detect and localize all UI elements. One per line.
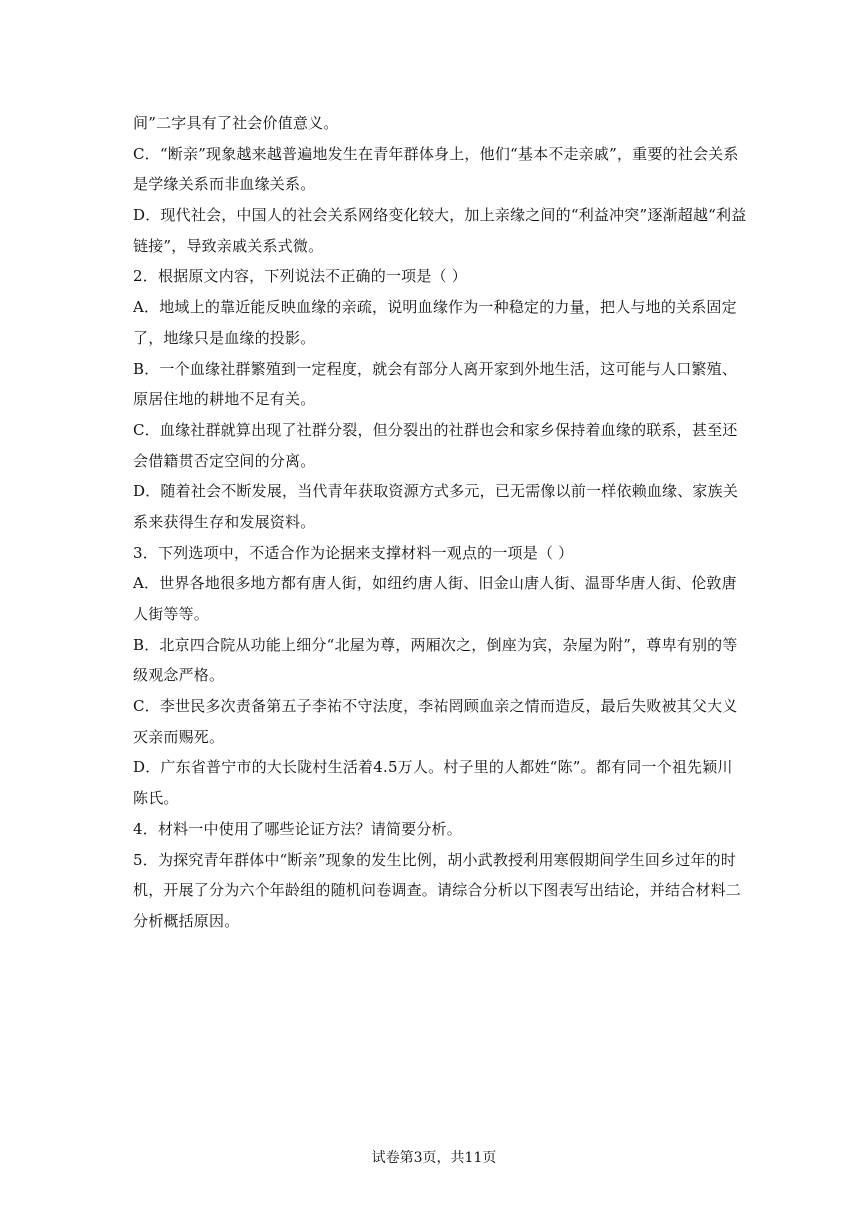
text-line: 4．材料一中使用了哪些论证方法？请简要分析。: [133, 819, 462, 838]
text-line: D．广东省普宁市的大长陇村生活着4.5万人。村子里的人都姓“陈”。都有同一个祖先颖川: [133, 758, 733, 777]
text-line: C．“断亲”现象越来越普遍地发生在青年群体身上，他们“基本不走亲戚”，重要的社会关系: [133, 144, 739, 163]
text-line: 间”二字具有了社会价值意义。: [133, 114, 339, 132]
text-line: B．一个血缘社群繁殖到一定程度，就会有部分人离开家到外地生活，这可能与人口繁殖、: [133, 359, 738, 378]
text-line: 3．下列选项中，不适合作为论据来支撑材料一观点的一项是（ ）: [133, 543, 574, 562]
text-line: 机，开展了分为六个年龄组的随机问卷调查。请综合分析以下图表写出结论，并结合材料二: [133, 881, 742, 900]
text-line: 2．根据原文内容，下列说法不正确的一项是（ ）: [133, 267, 467, 286]
text-line: 了，地缘只是血缘的投影。: [133, 328, 316, 347]
text-line: A．地域上的靠近能反映血缘的亲疏，说明血缘作为一种稳定的力量，把人与地的关系固定: [133, 298, 737, 317]
text-line: 陈氏。: [133, 789, 179, 808]
text-line: 原居住地的耕地不足有关。: [133, 390, 316, 409]
text-line: 分析概括原因。: [133, 911, 240, 930]
text-line: 系来获得生存和发展资料。: [133, 512, 316, 531]
text-line: C．血缘社群就算出现了社群分裂，但分裂出的社群也会和家乡保持着血缘的联系，甚至还: [133, 420, 738, 439]
text-line: 会借籍贯否定空间的分离。: [133, 451, 316, 470]
text-line: 灭亲而赐死。: [133, 727, 225, 746]
text-line: 链接”，导致亲戚关系式微。: [133, 236, 324, 255]
text-line: A．世界各地很多地方都有唐人街，如纽约唐人街、旧金山唐人街、温哥华唐人街、伦敦唐: [133, 574, 737, 593]
text-line: B．北京四合院从功能上细分“北屋为尊，两厢次之，倒座为宾，杂屋为附”，尊卑有别的等: [133, 635, 738, 654]
text-line: D．随着社会不断发展，当代青年获取资源方式多元，已无需像以前一样依赖血缘、家族关: [133, 482, 739, 501]
text-line: 级观念严格。: [133, 666, 225, 685]
text-line: 5．为探究青年群体中“断亲”现象的发生比例，胡小武教授利用寒假期间学生回乡过年的时: [133, 850, 737, 869]
text-line: 人街等等。: [133, 605, 210, 623]
text-line: C．李世民多次责备第五子李祐不守法度，李祐罔顾血亲之情而造反，最后失败被其父大义: [133, 697, 738, 716]
text-line: 是学缘关系而非血缘关系。: [133, 175, 316, 194]
question-text: [133, 108, 747, 937]
text-line: D．现代社会，中国人的社会关系网络变化较大，加上亲缘之间的“利益冲突”逐渐超越“利益: [133, 206, 747, 225]
page-footer: 试卷第3页，共11页: [371, 1150, 497, 1166]
